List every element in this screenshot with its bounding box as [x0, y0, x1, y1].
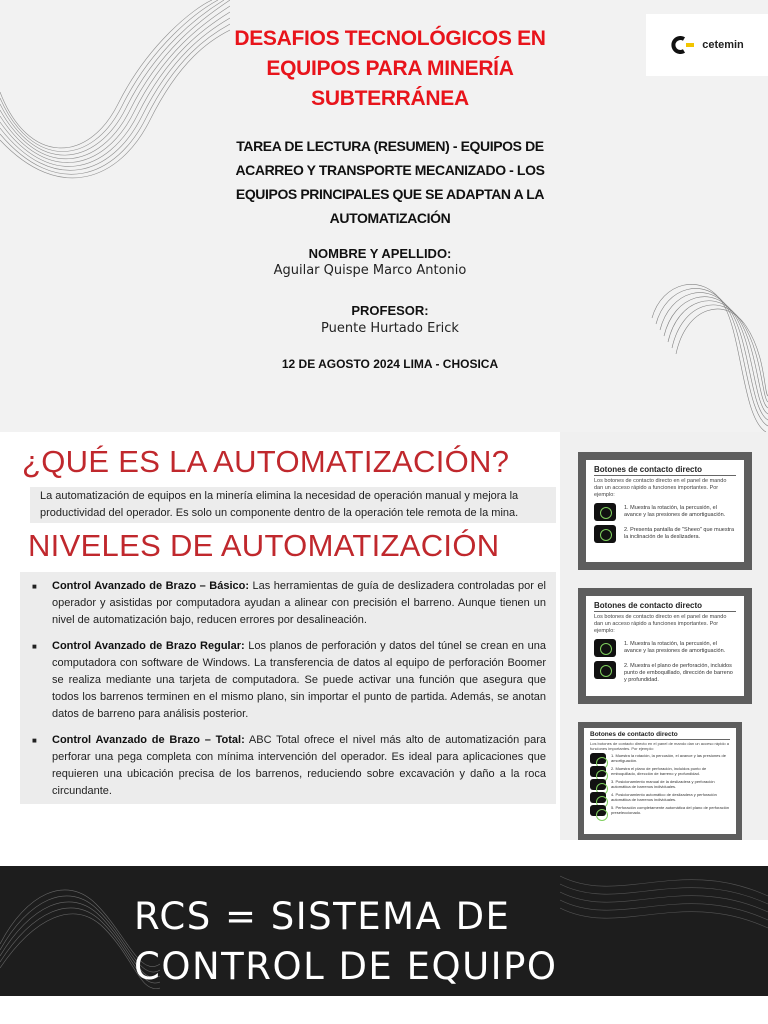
- panel-button-icon: [590, 805, 606, 816]
- panel-button-icon: [594, 503, 616, 521]
- list-item: ■ Control Avanzado de Brazo – Básico: Las herramientas de guía de deslizadera controladas por el operador y asistidas por computadora ayudan a alinear con precisión el barreno. Aunque tienen un nivel de automatización bajo, reducen errores por desalineación.: [32, 578, 546, 628]
- rcs-title: RCS = SISTEMA DE CONTROL DE EQUIPO: [134, 895, 558, 988]
- wave-decoration-right: [650, 270, 768, 432]
- bullet-icon: ■: [32, 642, 37, 652]
- date-location: 12 DE AGOSTO 2024 LIMA - CHOSICA: [281, 357, 499, 371]
- page-footer: [0, 996, 768, 1024]
- bullet-icon: ■: [32, 736, 37, 746]
- panel-button-icon: [590, 753, 606, 764]
- panel-thumbnail-1: Botones de contacto directo Los botones de contacto directo en el panel de mando dan un acceso rápido a funciones importantes. Por ejemplo: 1. Muestra la rotación, la percusión, el avance y las presiones de amortiguación. 2. Presenta pantalla de "Sheeo" que muestra la inclinación de la deslizadera.: [578, 452, 752, 570]
- bullet-icon: ■: [32, 582, 37, 591]
- cetemin-logo: [646, 14, 768, 76]
- rcs-banner: [0, 866, 768, 996]
- panel-button-icon: [594, 525, 616, 543]
- panel-thumbnail-3: Botones de contacto directo Los botones de contacto directo en el panel de mando dan un acceso rápido a funciones importantes. Por ejemplo: 1. Muestra la rotación, la percusión, el avance y las presiones de amortiguación. 2. Muestra el plano de perforación, incluidos punto de emboquillado, dirección de barreno y profundidad. 3. Posicionamiento manual de la deslizadera y perforación automática de barrenos individuales. 4. Posicionamiento automático de deslizadera y perforación automática de barrenos individuales. 5. Perforación completamente automática del plano de perforación preseleccionado.: [578, 722, 742, 840]
- document-subtitle: TAREA DE LECTURA (RESUMEN) - EQUIPOS DE ACARREO Y TRANSPORTE MECANIZADO - LOS EQUIPOS PRINCIPALES QUE SE ADAPTAN A LA AUTOMATIZACIÓN: [235, 138, 545, 226]
- panel-button-icon: [594, 639, 616, 657]
- logo-mark-icon: [670, 36, 696, 54]
- levels-heading: NIVELES DE AUTOMATIZACIÓN: [28, 528, 500, 563]
- panel-thumbnail-2: Botones de contacto directo Los botones de contacto directo en el panel de mando dan un acceso rápido a funciones importantes. Por ejemplo: 1. Muestra la rotación, la percusión, el avance y las presiones de amortiguación. 2. Muestra el plano de perforación, incluidos punto de emboquillado, dirección de barreno y profundidad.: [578, 588, 752, 704]
- cover-section: [0, 0, 768, 432]
- wave-decoration-bottom-right: [560, 866, 768, 996]
- automation-description: La automatización de equipos en la minería elimina la necesidad de operación manual y mejora la productividad del operador. Es solo un componente dentro de la operación tele remota de la mina.: [30, 487, 556, 523]
- logo-text: cetemin: [702, 39, 744, 51]
- list-item: ■ Control Avanzado de Brazo Regular: Los planos de perforación y datos del túnel se crean en una computadora con software de Windows. La transferencia de datos al equipo de perforación Boomer se realiza mediante una tarjeta de computadora. Se puede activar una función que asegura que todos los barrenos terminen en el mismo plano, sin importar el punto de partida. Además, se anotan datos de barreno para análisis posterior.: [32, 638, 546, 722]
- automation-heading: ¿QUÉ ES LA AUTOMATIZACIÓN?: [22, 444, 510, 479]
- professor-value: Puente Hurtado Erick: [321, 321, 459, 336]
- panel-button-icon: [590, 779, 606, 790]
- list-item: ■ Control Avanzado de Brazo – Total: ABC Total ofrece el nivel más alto de automatización para perforar una pega completa con mínima intervención del operador. Es ideal para aplicaciones que requieren una ubicación precisa de los barrenos, reduciendo sobre excavación y daño a la roca circundante.: [32, 732, 546, 799]
- panel-button-icon: [590, 766, 606, 777]
- professor-label: PROFESOR:: [351, 303, 429, 318]
- panel-button-icon: [594, 661, 616, 679]
- name-value: Aguilar Quispe Marco Antonio: [273, 263, 467, 278]
- panel-button-icon: [590, 792, 606, 803]
- name-label: NOMBRE Y APELLIDO:: [308, 246, 452, 261]
- levels-list: [20, 572, 556, 804]
- document-title: DESAFIOS TECNOLÓGICOS EN EQUIPOS PARA MINERÍA SUBTERRÁNEA: [234, 27, 546, 110]
